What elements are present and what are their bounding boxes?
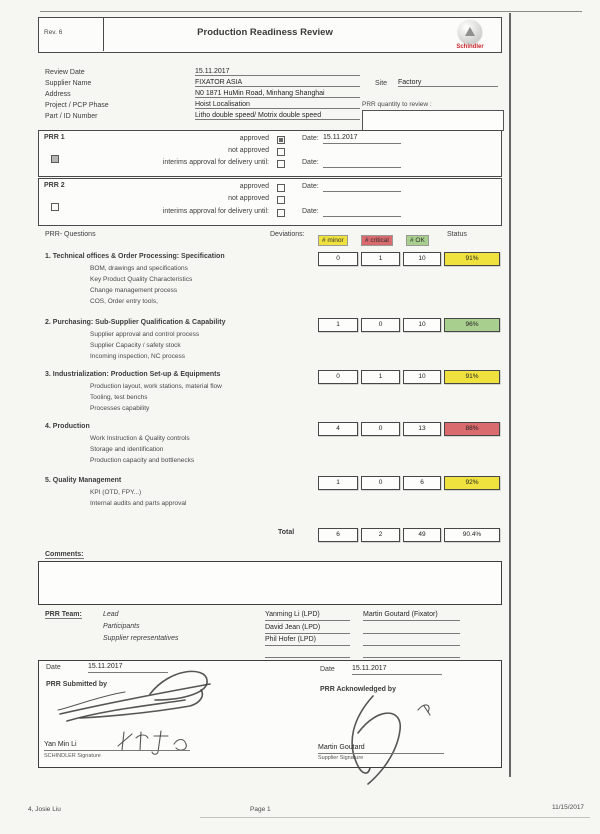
score-row xyxy=(318,476,500,489)
status-box: 96% xyxy=(444,318,500,332)
legend-critical xyxy=(361,229,393,247)
footer-left-note: 4, Josie Liu xyxy=(28,806,61,813)
field-value: FIXATOR ASIA xyxy=(195,79,360,87)
section-item: Production layout, work stations, material flow xyxy=(90,383,222,390)
prr-acknowledged-by-label: PRR Acknowledged by xyxy=(320,686,396,693)
submitted-signer-role: SCHINDLER Signature xyxy=(44,753,101,759)
ok-count-box: 6 xyxy=(403,476,441,490)
section-title: 3. Industrialization: Production Set-up & Equipments xyxy=(45,371,221,378)
team-member: Yanming Li (LPD) xyxy=(265,611,350,621)
interims-checkbox xyxy=(277,209,285,217)
section-item: Key Product Quality Characteristics xyxy=(90,276,193,283)
submitted-signature-scribble xyxy=(55,666,255,724)
team-member: David Jean (LPD) xyxy=(265,624,350,634)
ok-count-box: 10 xyxy=(403,252,441,266)
section-item: KPI (OTD, FPY...) xyxy=(90,489,142,496)
score-row xyxy=(318,422,500,435)
field-value: 15.11.2017 xyxy=(195,68,360,76)
minor-count-box: 4 xyxy=(318,422,358,436)
critical-count-box: 0 xyxy=(361,476,400,490)
prr-questions-heading: PRR- Questions xyxy=(45,231,96,238)
logo-wordmark: Schindler xyxy=(456,44,484,50)
acknowledged-signer-role: Supplier Signature xyxy=(318,755,364,761)
status-box: 88% xyxy=(444,422,500,436)
approved-checkbox xyxy=(277,136,285,144)
minor-count-box: 0 xyxy=(318,252,358,266)
total-critical-box: 2 xyxy=(361,528,400,542)
not-approved-checkbox xyxy=(277,148,285,156)
prr1-checkbox xyxy=(51,155,59,163)
not-approved-checkbox xyxy=(277,196,285,204)
field-value: Litho double speed/ Motrix double speed xyxy=(195,112,360,120)
team-member: Phil Hofer (LPD) xyxy=(265,636,350,646)
critical-count-box: 0 xyxy=(361,318,400,332)
section-item: BOM, drawings and specifications xyxy=(90,265,188,272)
legend-ok-chip: # OK xyxy=(406,235,429,246)
section-title: 1. Technical offices & Order Processing: Specification xyxy=(45,253,225,260)
prr2-checkbox xyxy=(51,203,59,211)
acknowledged-date-value: 15.11.2017 xyxy=(352,665,442,675)
submitted-signer-name: Yan Min Li xyxy=(44,741,190,751)
prr2-label: PRR 2 xyxy=(44,182,65,189)
ok-count-box: 10 xyxy=(403,370,441,384)
legend-critical-chip: # critical xyxy=(361,235,393,246)
total-label: Total xyxy=(278,529,295,536)
legend-minor xyxy=(318,229,348,247)
section-item: Production capacity and bottlenecks xyxy=(90,457,195,464)
interims-approval-label: interims approval for delivery until: xyxy=(162,208,269,215)
prr-submitted-by-label: PRR Submitted by xyxy=(46,681,108,688)
date-label: Date: xyxy=(302,208,319,215)
team-member xyxy=(265,648,350,658)
site-value: Factory xyxy=(398,79,498,87)
team-member: Martin Goutard (Fixator) xyxy=(363,611,460,621)
section-item: Processes capability xyxy=(90,405,150,412)
section-item: Tooling, test benchs xyxy=(90,394,148,401)
not-approved-label: not approved xyxy=(228,147,269,154)
comments-label: Comments: xyxy=(45,551,84,558)
interims-checkbox xyxy=(277,160,285,168)
status-box: 91% xyxy=(444,370,500,384)
page-title: Production Readiness Review xyxy=(197,27,333,38)
status-box: 91% xyxy=(444,252,500,266)
field-label: Part / ID Number xyxy=(45,113,98,120)
submitted-date-value: 15.11.2017 xyxy=(88,663,168,673)
team-role: Participants xyxy=(103,623,140,630)
section-item: Change management process xyxy=(90,287,178,294)
not-approved-label: not approved xyxy=(228,195,269,202)
prr1-label: PRR 1 xyxy=(44,134,65,141)
section-title: 2. Purchasing: Sub-Supplier Qualification & Capability xyxy=(45,319,226,326)
date-label: Date xyxy=(46,664,61,671)
footer-scan-date: 11/15/2017 xyxy=(552,804,585,811)
section-item: Incoming inspection, NC process xyxy=(90,353,186,360)
section-item: Internal audits and parts approval xyxy=(90,500,187,507)
scan-right-edge-line xyxy=(509,13,511,777)
section-item: Work Instruction & Quality controls xyxy=(90,435,190,442)
approved-label: approved xyxy=(239,183,269,190)
team-member xyxy=(363,636,460,646)
header-divider xyxy=(103,17,104,51)
ok-count-box: 13 xyxy=(403,422,441,436)
date-label: Date xyxy=(320,666,335,673)
interims-approval-label: interims approval for delivery until: xyxy=(162,159,269,166)
logo-arrow-icon xyxy=(465,27,475,36)
field-label: Supplier Name xyxy=(45,80,92,87)
minor-count-box: 1 xyxy=(318,318,358,332)
interims-date-value xyxy=(323,207,401,217)
team-role: Supplier representatives xyxy=(103,635,179,642)
status-column-label: Status xyxy=(447,231,467,238)
approved-date-value xyxy=(323,182,401,192)
critical-count-box: 0 xyxy=(361,422,400,436)
prr-team-label: PRR Team: xyxy=(45,611,82,618)
prr2-box xyxy=(38,178,502,226)
footer-line xyxy=(200,817,590,818)
interims-date-value xyxy=(323,158,401,168)
prr1-box xyxy=(38,130,502,177)
field-label: Review Date xyxy=(45,69,85,76)
legend-ok xyxy=(406,229,429,247)
critical-count-box: 1 xyxy=(361,252,400,266)
approved-date-value: 15.11.2017 xyxy=(323,134,401,144)
approved-checkbox xyxy=(277,184,285,192)
acknowledged-signature-scribble xyxy=(318,688,438,788)
total-ok-box: 49 xyxy=(403,528,441,542)
section-item: Supplier Capacity / safety stock xyxy=(90,342,181,349)
section-item: COS, Order entry tools, xyxy=(90,298,158,305)
acknowledged-signer-name: Martin Goutard xyxy=(318,744,444,754)
score-row xyxy=(318,252,500,265)
deviations-label: Deviations: xyxy=(270,231,305,238)
site-label: Site xyxy=(375,80,388,87)
team-member xyxy=(363,624,460,634)
prr-quantity-box xyxy=(362,110,504,131)
team-role: Lead xyxy=(103,611,119,618)
total-score-row xyxy=(318,528,500,541)
total-minor-box: 6 xyxy=(318,528,358,542)
total-status-box: 90.4% xyxy=(444,528,500,542)
status-box: 92% xyxy=(444,476,500,490)
field-label: Address xyxy=(45,91,71,98)
section-title: 4. Production xyxy=(45,423,90,430)
section-item: Storage and identification xyxy=(90,446,164,453)
scan-top-edge-line xyxy=(40,11,582,12)
field-label: Project / PCP Phase xyxy=(45,102,109,109)
footer-page-number: Page 1 xyxy=(250,806,271,813)
field-value: N0 1871 HuMin Road, Minhang Shanghai xyxy=(195,90,360,98)
section-title: 5. Quality Management xyxy=(45,477,122,484)
section-item: Supplier approval and control process xyxy=(90,331,200,338)
score-row xyxy=(318,370,500,383)
date-label: Date: xyxy=(302,159,319,166)
team-member xyxy=(363,648,460,658)
minor-count-box: 1 xyxy=(318,476,358,490)
prr-quantity-label: PRR quantity to review : xyxy=(362,101,432,108)
legend-minor-chip: # minor xyxy=(318,235,348,246)
date-label: Date: xyxy=(302,135,319,142)
field-value: Hoist Localisation xyxy=(195,101,360,109)
comments-box xyxy=(38,561,502,605)
critical-count-box: 1 xyxy=(361,370,400,384)
minor-count-box: 0 xyxy=(318,370,358,384)
approved-label: approved xyxy=(239,135,269,142)
revision-label: Rev. 6 xyxy=(44,29,63,36)
date-label: Date: xyxy=(302,183,319,190)
schindler-logo-circle xyxy=(458,20,482,44)
ok-count-box: 10 xyxy=(403,318,441,332)
score-row xyxy=(318,318,500,331)
